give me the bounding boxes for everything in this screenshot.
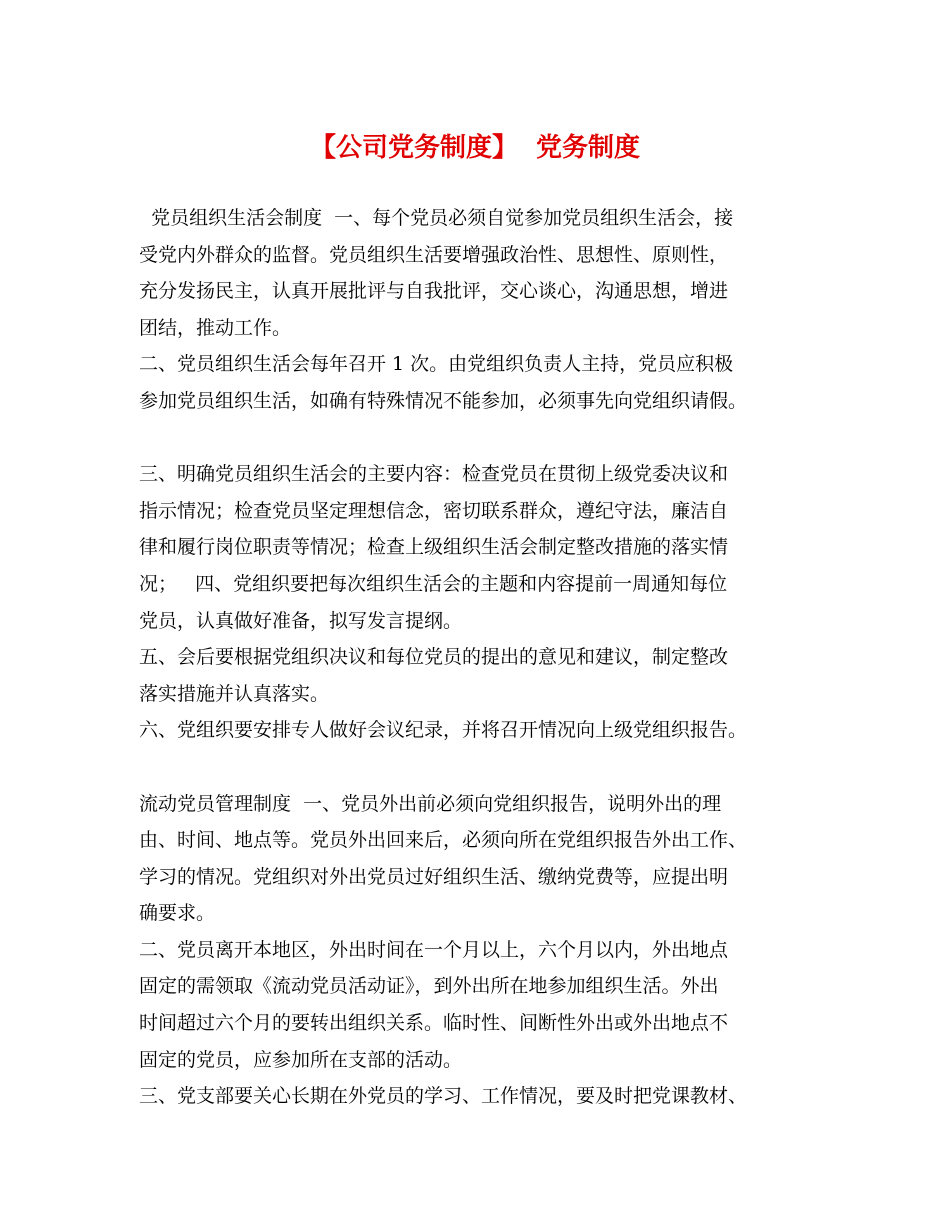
body-line: 落实措施并认真落实。 bbox=[139, 682, 330, 705]
body-line: 流动党员管理制度 一、党员外出前必须向党组织报告，说明外出的理 bbox=[139, 792, 722, 815]
body-line: 参加党员组织生活，如确有特殊情况不能参加，必须事先向党组织请假。 bbox=[139, 389, 748, 412]
body-line: 五、会后要根据党组织决议和每位党员的提出的意见和建议，制定整改 bbox=[139, 646, 729, 669]
blank-line bbox=[139, 749, 829, 786]
body-line: 二、党员离开本地区，外出时间在一个月以上，六个月以内，外出地点 bbox=[139, 938, 729, 961]
body-line: 团结，推动工作。 bbox=[139, 316, 292, 339]
body-line: 二、党员组织生活会每年召开 1 次。由党组织负责人主持，党员应积极 bbox=[139, 353, 734, 376]
document-title: 【公司党务制度】 党务制度 bbox=[309, 133, 641, 163]
body-line: 律和履行岗位职责等情况；检查上级组织生活会制定整改措施的落实情 bbox=[139, 536, 729, 559]
body-line: 三、明确党员组织生活会的主要内容：检查党员在贯彻上级党委决议和 bbox=[139, 463, 729, 486]
body-line: 受党内外群众的监督。党员组织生活要增强政治性、思想性、原则性， bbox=[139, 243, 729, 266]
body-line: 时间超过六个月的要转出组织关系。临时性、间断性外出或外出地点不 bbox=[139, 1012, 729, 1035]
body-line: 指示情况；检查党员坚定理想信念，密切联系群众，遵纪守法，廉洁自 bbox=[139, 499, 729, 522]
body-line: 固定的党员，应参加所在支部的活动。 bbox=[139, 1048, 463, 1071]
body-line: 确要求。 bbox=[139, 902, 216, 925]
body-line: 充分发扬民主，认真开展批评与自我批评，交心谈心，沟通思想，增进 bbox=[139, 280, 729, 303]
body-line: 固定的需领取《流动党员活动证》，到外出所在地参加组织生活。外出 bbox=[139, 975, 719, 998]
body-line: 党员组织生活会制度 一、每个党员必须自觉参加党员组织生活会，接 bbox=[139, 207, 734, 229]
body-line: 三、党支部要关心长期在外党员的学习、工作情况，要及时把党课教材、 bbox=[139, 1085, 748, 1108]
body-line: 况； 四、党组织要把每次组织生活会的主题和内容提前一周通知每位 bbox=[139, 572, 728, 595]
body-line: 党员，认真做好准备，拟写发言提纲。 bbox=[139, 609, 463, 632]
body-line: 由、时间、地点等。党员外出回来后，必须向所在党组织报告外出工作、 bbox=[139, 829, 748, 852]
body-line: 六、党组织要安排专人做好会议纪录，并将召开情况向上级党组织报告。 bbox=[139, 719, 748, 742]
body-line: 学习的情况。党组织对外出党员过好组织生活、缴纳党费等，应提出明 bbox=[139, 865, 729, 888]
blank-line bbox=[139, 420, 829, 457]
document-body bbox=[139, 200, 829, 1115]
